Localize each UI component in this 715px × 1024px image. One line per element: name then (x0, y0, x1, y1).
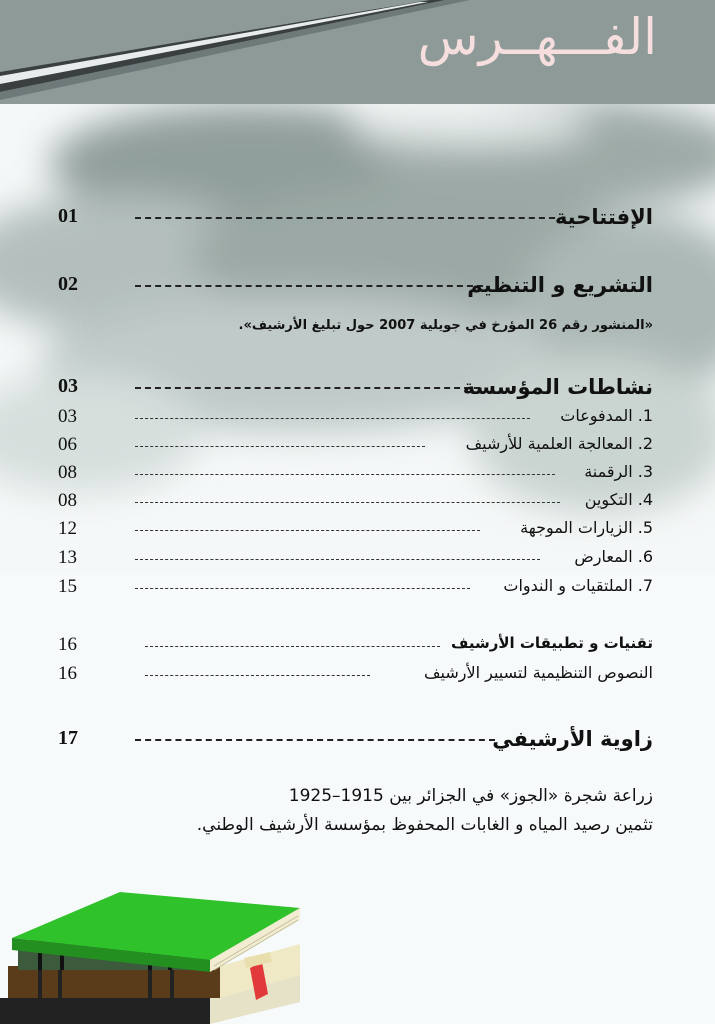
page-number: 16 (58, 634, 77, 655)
item-label: 2. المعالجة العلمية للأرشيف (465, 434, 653, 453)
page-number: 08 (58, 462, 77, 483)
item-label: 6. المعارض (574, 547, 653, 566)
toc-legislation[interactable] (0, 273, 715, 301)
toc-opening[interactable] (0, 205, 715, 233)
dot-leader (135, 446, 425, 447)
toc-techniques[interactable] (0, 634, 715, 662)
item-label: 4. التكوين (584, 490, 653, 509)
archivist-desc-line2: تثمين رصيد المياه و الغابات المحفوظ بمؤسسة الأرشيف الوطني. (196, 815, 653, 835)
toc-techniques-sub[interactable] (0, 663, 715, 691)
dot-leader (135, 559, 540, 560)
page-title: الفـــهــرس (417, 8, 657, 66)
page-number: 16 (58, 663, 77, 684)
page-number: 12 (58, 518, 77, 539)
page-number: 03 (58, 375, 78, 397)
toc-item[interactable] (0, 490, 715, 518)
page-number: 03 (58, 406, 77, 427)
toc-item[interactable] (0, 434, 715, 462)
item-label: 7. الملتقيات و الندوات (503, 576, 653, 595)
archivist-desc-line1: زراعة شجرة «الجوز» في الجزائر بين 1915–1925 (288, 786, 653, 806)
section-title: نشاطات المؤسسة (462, 375, 653, 399)
section-title: زاوية الأرشيفي (492, 727, 653, 751)
page-number: 02 (58, 273, 78, 295)
section-title: تقنيات و تطبيقات الأرشيف (450, 634, 653, 652)
toc-archivist-corner[interactable] (0, 727, 715, 755)
toc-item[interactable] (0, 462, 715, 490)
dot-leader (135, 739, 495, 741)
dot-leader (135, 502, 560, 503)
item-label: 1. المدفوعات (560, 406, 653, 425)
toc-item[interactable] (0, 406, 715, 434)
dot-leader (135, 588, 470, 589)
dot-leader (145, 675, 370, 676)
item-label: 3. الرقمنة (584, 462, 653, 481)
page-number: 15 (58, 576, 77, 597)
dot-leader (135, 387, 480, 389)
toc-item[interactable] (0, 576, 715, 604)
item-label: 5. الزيارات الموجهة (520, 518, 653, 537)
dot-leader (145, 646, 440, 647)
page-number: 17 (58, 727, 78, 749)
legislation-note: «المنشور رقم 26 المؤرخ في جويلية 2007 حول تبليغ الأرشيف». (238, 318, 653, 333)
toc-activities[interactable] (0, 375, 715, 403)
page-number: 01 (58, 205, 78, 227)
dot-leader (135, 217, 555, 219)
item-label: النصوص التنظيمية لتسيير الأرشيف (423, 663, 653, 682)
header-band (0, 0, 715, 104)
section-title: التشريع و التنظيم (467, 273, 653, 297)
page-number: 13 (58, 547, 77, 568)
books-illustration (0, 880, 320, 1024)
toc-item[interactable] (0, 518, 715, 546)
dot-leader (135, 530, 480, 531)
toc-item[interactable] (0, 547, 715, 575)
dot-leader (135, 418, 530, 419)
section-title: الإفتتاحية (554, 205, 653, 229)
dot-leader (135, 474, 555, 475)
page-number: 08 (58, 490, 77, 511)
page-number: 06 (58, 434, 77, 455)
dot-leader (135, 285, 483, 287)
